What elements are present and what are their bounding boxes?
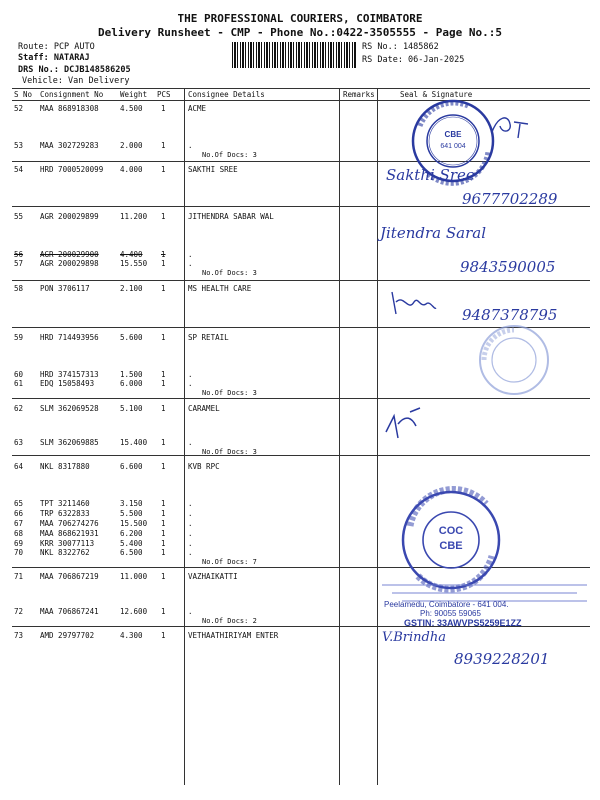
row-consignee: . <box>188 548 193 557</box>
row-sno: 71 <box>14 572 24 581</box>
row-weight: 3.150 <box>120 499 143 508</box>
row-consignee: . <box>188 529 193 538</box>
row-weight: 12.600 <box>120 607 148 616</box>
stamp-gstin: GSTIN: 33AWVPS5259E1ZZ <box>404 618 522 628</box>
row-consignment: AMD 29797702 <box>40 631 95 640</box>
row-pcs: 1 <box>161 462 166 471</box>
table-top-rule <box>12 88 590 89</box>
row-consignee: . <box>188 379 193 388</box>
row-consignee: . <box>188 259 193 268</box>
row-weight: 15.500 <box>120 519 148 528</box>
row-consignee: SP RETAIL <box>188 333 229 342</box>
row-sno: 72 <box>14 607 24 616</box>
row-consignee: VAZHAIKATTI <box>188 572 238 581</box>
row-sno: 57 <box>14 259 24 268</box>
docs-count: No.Of Docs: 2 <box>202 617 257 625</box>
row-weight: 4.400 <box>120 250 143 259</box>
row-pcs: 1 <box>161 572 166 581</box>
stamp-phone: Ph: 90055 59065 <box>420 609 481 618</box>
staff-label: Staff: NATARAJ <box>18 53 90 63</box>
row-consignee: SAKTHI SREE <box>188 165 238 174</box>
ms-health-signature <box>388 288 438 318</box>
col-consignee: Consignee Details <box>188 90 265 99</box>
row-pcs: 1 <box>161 212 166 221</box>
row-consignment: MAA 706867219 <box>40 572 99 581</box>
col-divider <box>377 88 378 785</box>
row-weight: 6.500 <box>120 548 143 557</box>
row-sno: 64 <box>14 462 24 471</box>
row-consignee: VETHAATHIRIYAM ENTER <box>188 631 279 640</box>
row-sno: 65 <box>14 499 24 508</box>
row-consignment: MAA 706867241 <box>40 607 99 616</box>
row-consignee: . <box>188 539 193 548</box>
row-weight: 5.400 <box>120 539 143 548</box>
row-consignee: . <box>188 519 193 528</box>
row-sno: 58 <box>14 284 24 293</box>
row-weight: 15.400 <box>120 438 148 447</box>
row-consignee: . <box>188 438 193 447</box>
row-weight: 11.000 <box>120 572 148 581</box>
row-pcs: 1 <box>161 259 166 268</box>
row-consignment: SLM 362069528 <box>40 404 99 413</box>
stamp-address: Peelamedu, Coimbatore - 641 004. <box>384 600 509 609</box>
rs-date: RS Date: 06-Jan-2025 <box>362 55 465 65</box>
signature-sakthi: Sakthi Sree <box>386 166 475 184</box>
row-consignee: . <box>188 499 193 508</box>
row-consignment: MAA 868918308 <box>40 104 99 113</box>
row-consignment: AGR 200029899 <box>40 212 99 221</box>
row-consignment: HRD 7000520099 <box>40 165 104 174</box>
row-consignee: KVB RPC <box>188 462 220 471</box>
row-sno: 61 <box>14 379 24 388</box>
col-weight: Weight <box>120 90 148 99</box>
row-sno: 62 <box>14 404 24 413</box>
signature-jitendra: Jitendra Saral <box>380 224 486 242</box>
row-weight: 15.550 <box>120 259 148 268</box>
row-consignee: . <box>188 250 193 259</box>
row-consignee: . <box>188 607 193 616</box>
phone-sakthi: 9677702289 <box>462 190 558 208</box>
caramel-signature <box>380 404 430 444</box>
row-pcs: 1 <box>161 631 166 640</box>
route-label: Route: PCP AUTO <box>18 42 95 52</box>
row-consignment: HRD 374157313 <box>40 370 99 379</box>
row-consignee: JITHENDRA SABAR WAL <box>188 212 274 221</box>
row-pcs: 1 <box>161 250 166 259</box>
phone-brindha: 8939228201 <box>454 650 550 668</box>
row-consignment: PON 3706117 <box>40 284 90 293</box>
row-weight: 5.100 <box>120 404 143 413</box>
row-pcs: 1 <box>161 370 166 379</box>
row-pcs: 1 <box>161 141 166 150</box>
row-weight: 4.000 <box>120 165 143 174</box>
rs-number: RS No.: 1485862 <box>362 42 439 52</box>
row-consignment: TRP 6322833 <box>40 509 90 518</box>
row-pcs: 1 <box>161 539 166 548</box>
sp-retail-stamp <box>474 322 554 398</box>
row-consignee: MS HEALTH CARE <box>188 284 252 293</box>
phone-jitendra: 9843590005 <box>460 258 556 276</box>
row-consignee: . <box>188 509 193 518</box>
vehicle-label: Vehicle: Van Delivery <box>22 76 130 86</box>
row-sno: 70 <box>14 548 24 557</box>
docs-count: No.Of Docs: 3 <box>202 389 257 397</box>
col-remarks: Remarks <box>343 90 375 99</box>
row-pcs: 1 <box>161 284 166 293</box>
docs-count: No.Of Docs: 3 <box>202 269 257 277</box>
row-consignment: SLM 362069885 <box>40 438 99 447</box>
row-weight: 11.200 <box>120 212 148 221</box>
row-sno: 53 <box>14 141 24 150</box>
row-sno: 52 <box>14 104 24 113</box>
row-consignee: ACME <box>188 104 207 113</box>
table-header-rule <box>12 100 590 101</box>
svg-text:CBE: CBE <box>439 540 463 552</box>
col-consignment: Consignment No <box>40 90 104 99</box>
row-weight: 4.500 <box>120 104 143 113</box>
row-weight: 1.500 <box>120 370 143 379</box>
signature-brindha: V.Brindha <box>382 630 446 645</box>
row-weight: 6.200 <box>120 529 143 538</box>
svg-text:COC: COC <box>438 525 464 537</box>
row-weight: 4.300 <box>120 631 143 640</box>
row-consignment: MAA 868621931 <box>40 529 99 538</box>
row-consignee: CARAMEL <box>188 404 220 413</box>
row-sno: 60 <box>14 370 24 379</box>
phone-ms-health: 9487378795 <box>462 306 558 324</box>
row-consignment: NKL 8317880 <box>40 462 90 471</box>
col-divider <box>339 88 340 785</box>
row-sno: 56 <box>14 250 24 259</box>
row-pcs: 1 <box>161 509 166 518</box>
row-sno: 63 <box>14 438 24 447</box>
row-pcs: 1 <box>161 519 166 528</box>
group-rule <box>12 398 590 399</box>
row-sno: 55 <box>14 212 24 221</box>
row-pcs: 1 <box>161 104 166 113</box>
row-sno: 69 <box>14 539 24 548</box>
row-sno: 66 <box>14 509 24 518</box>
row-sno: 59 <box>14 333 24 342</box>
docs-count: No.Of Docs: 3 <box>202 151 257 159</box>
row-consignment: MAA 706274276 <box>40 519 99 528</box>
row-consignment: AGR 200029900 <box>40 250 99 259</box>
col-divider <box>184 88 185 785</box>
col-pcs: PCS <box>157 90 171 99</box>
row-pcs: 1 <box>161 499 166 508</box>
row-weight: 6.000 <box>120 379 143 388</box>
row-consignee: . <box>188 370 193 379</box>
row-pcs: 1 <box>161 548 166 557</box>
row-consignment: MAA 302729283 <box>40 141 99 150</box>
row-consignment: HRD 714493956 <box>40 333 99 342</box>
svg-text:CBE: CBE <box>444 130 462 139</box>
group-rule <box>12 161 590 162</box>
row-consignee: . <box>188 141 193 150</box>
svg-text:641 004: 641 004 <box>440 143 466 150</box>
row-consignment: EDQ 15058493 <box>40 379 95 388</box>
docs-count: No.Of Docs: 7 <box>202 558 257 566</box>
row-consignment: AGR 200029898 <box>40 259 99 268</box>
row-pcs: 1 <box>161 379 166 388</box>
row-consignment: KRR 30077113 <box>40 539 95 548</box>
row-consignment: NKL 8322762 <box>40 548 90 557</box>
col-sno: S No <box>14 90 33 99</box>
row-sno: 68 <box>14 529 24 538</box>
row-weight: 2.000 <box>120 141 143 150</box>
acme-initials-signature <box>488 112 532 142</box>
row-sno: 73 <box>14 631 24 640</box>
docs-count: No.Of Docs: 3 <box>202 448 257 456</box>
group-rule <box>12 455 590 456</box>
row-weight: 5.600 <box>120 333 143 342</box>
col-seal: Seal & Signature <box>400 90 473 99</box>
row-weight: 5.500 <box>120 509 143 518</box>
company-title: THE PROFESSIONAL COURIERS, COIMBATORE <box>177 12 423 25</box>
row-pcs: 1 <box>161 404 166 413</box>
row-sno: 54 <box>14 165 24 174</box>
group-rule <box>12 280 590 281</box>
drs-label: DRS No.: DCJB148586205 <box>18 65 131 75</box>
row-pcs: 1 <box>161 607 166 616</box>
row-pcs: 1 <box>161 529 166 538</box>
row-weight: 6.600 <box>120 462 143 471</box>
row-sno: 67 <box>14 519 24 528</box>
row-pcs: 1 <box>161 333 166 342</box>
row-pcs: 1 <box>161 438 166 447</box>
runsheet-subtitle: Delivery Runsheet - CMP - Phone No.:0422-3505555 - Page No.:5 <box>98 26 502 39</box>
row-consignment: TPT 3211460 <box>40 499 90 508</box>
row-pcs: 1 <box>161 165 166 174</box>
row-weight: 2.100 <box>120 284 143 293</box>
barcode <box>232 42 357 68</box>
